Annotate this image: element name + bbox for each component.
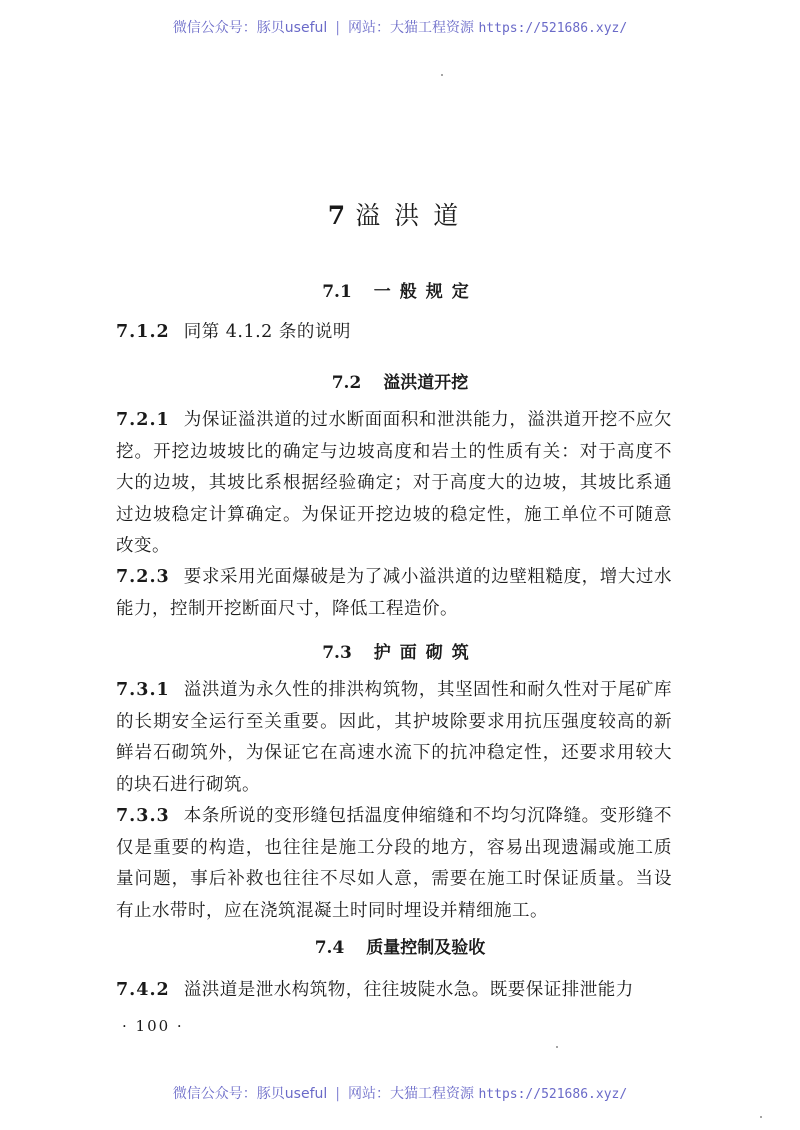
- clause-paragraph: [116, 675, 672, 801]
- scan-speck: [441, 74, 443, 76]
- scan-speck: [556, 1046, 558, 1048]
- chapter-number: 7: [327, 201, 346, 230]
- clause-number: 7.4.2: [116, 980, 170, 1000]
- clause-paragraph: [116, 317, 672, 349]
- chapter-title: [0, 196, 800, 232]
- watermark-site: 网站：大猫工程资源: [348, 20, 475, 36]
- clause-number: 7.1.2: [116, 322, 170, 342]
- clause-paragraph: [116, 801, 672, 927]
- section-heading: [0, 638, 800, 663]
- watermark-bottom: [0, 1083, 800, 1103]
- clause-text: 溢洪道是泄水构筑物，往往坡陡水急。既要保证排泄能力: [183, 980, 634, 1000]
- clause-text: 要求采用光面爆破是为了减小溢洪道的边壁粗糙度，增大过水能力，控制开挖断面尺寸，降低工程造价。: [116, 567, 672, 619]
- section-number: 7.4: [314, 938, 345, 958]
- watermark-url[interactable]: https://521686.xyz/: [478, 1087, 628, 1102]
- section-number: 7.2: [331, 373, 362, 393]
- watermark-label: 微信公众号：豚贝useful: [172, 20, 328, 36]
- clause-text: 同第 4.1.2 条的说明: [183, 322, 351, 342]
- clause-paragraph: [116, 562, 672, 625]
- section-title: 质量控制及验收: [366, 938, 486, 958]
- section-number: 7.1: [322, 282, 352, 302]
- clause-text: 本条所说的变形缝包括温度伸缩缝和不均匀沉降缝。变形缝不仅是重要的构造，也往往是施工分段的地方，容易出现遗漏或施工质量问题，事后补救也往往不尽如人意，需要在施工时保证质量。当设有止水带时，应在浇筑混凝土时同时埋设并精细施工。: [116, 806, 672, 921]
- section-title: 溢洪道开挖: [383, 373, 469, 393]
- section-heading: [0, 277, 800, 302]
- watermark-separator: |: [335, 1086, 341, 1102]
- clause-paragraph: [116, 405, 672, 563]
- watermark-top: [0, 17, 800, 37]
- watermark-url[interactable]: https://521686.xyz/: [478, 21, 628, 36]
- scan-speck: [760, 1116, 762, 1118]
- chapter-name: 溢洪道: [355, 201, 473, 230]
- clause-paragraph: [116, 975, 672, 1007]
- watermark-separator: |: [335, 20, 341, 36]
- section-title: 护面砌筑: [373, 643, 478, 663]
- section-number: 7.3: [322, 643, 352, 663]
- clause-text: 为保证溢洪道的过水断面面积和泄洪能力，溢洪道开挖不应欠挖。开挖边坡坡比的确定与边坡高度和岩土的性质有关：对于高度不大的边坡，其坡比系根据经验确定；对于高度大的边坡，其坡比系通过边坡稳定计算确定。为保证开挖边坡的稳定性，施工单位不可随意改变。: [116, 410, 672, 556]
- watermark-label: 微信公众号：豚贝useful: [172, 1086, 328, 1102]
- clause-number: 7.2.3: [116, 567, 170, 587]
- section-heading: [0, 368, 800, 393]
- clause-number: 7.3.1: [116, 680, 170, 700]
- section-title: 一般规定: [373, 282, 478, 302]
- section-heading: [0, 933, 800, 958]
- clause-number: 7.3.3: [116, 806, 170, 826]
- clause-text: 溢洪道为永久性的排洪构筑物，其坚固性和耐久性对于尾矿库的长期安全运行至关重要。因此，其护坡除要求用抗压强度较高的新鲜岩石砌筑外，为保证它在高速水流下的抗冲稳定性，还要求用较大的块石进行砌筑。: [116, 680, 672, 795]
- clause-number: 7.2.1: [116, 410, 170, 430]
- page-number: · 100 ·: [122, 1017, 184, 1035]
- watermark-site: 网站：大猫工程资源: [348, 1086, 475, 1102]
